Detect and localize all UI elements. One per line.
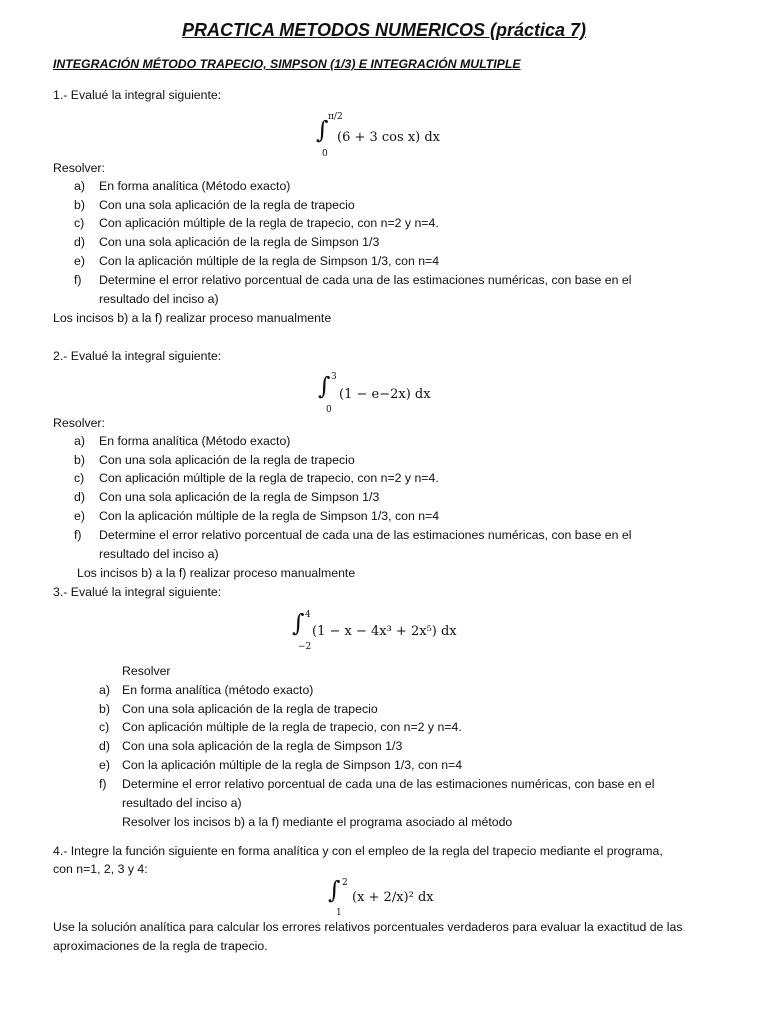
integrand: (6 + 3 cos x) dx [337,130,441,145]
list-item-label: e) [74,253,85,268]
problem-3-heading: 3.- Evalué la integral siguiente: [53,585,222,599]
list-item-text: Con una sola aplicación de la regla de trapecio [99,197,355,212]
list-item-label: d) [74,490,85,505]
list-item-label: e) [99,757,110,772]
list-item-text: Con una sola aplicación de la regla de trapecio [122,701,378,716]
list-item-label: f) [74,272,82,287]
upper-limit: π/2 [328,112,343,122]
page-title: PRACTICA METODOS NUMERICOS (práctica 7) [181,20,587,40]
list-item-label: c) [99,720,110,735]
list-item-text: Con una sola aplicación de la regla de trapecio [99,452,355,467]
integrand: (1 − e−2x) dx [339,387,431,402]
problem-4-foot-2: aproximaciones de la regla de trapecio. [53,939,268,953]
problem-2-item-f-cont: resultado del inciso a) [99,547,219,561]
lower-limit: −2 [298,642,312,652]
list-item-text: En forma analítica (Método exacto) [99,434,291,448]
list-item-label: c) [74,216,85,231]
problem-2-heading: 2.- Evalué la integral siguiente: [53,349,222,363]
list-item-text: Con una sola aplicación de la regla de Simpson 1/3 [99,490,380,505]
list-item-label: e) [74,508,85,523]
list-item-text: Con aplicación múltiple de la regla de trapecio, con n=2 y n=4. [99,471,439,486]
list-item-text: Con aplicación múltiple de la regla de trapecio, con n=2 y n=4. [122,720,462,735]
problem-2-note: Los incisos b) a la f) realizar proceso manualmente [77,566,356,580]
upper-limit: 4 [305,610,311,620]
lower-limit: 1 [336,908,342,918]
problem-3-note: Resolver los incisos b) a la f) mediante el programa asociado al método [122,815,513,829]
integral-sign: ∫ [316,116,329,144]
list-item-label: f) [74,527,82,542]
list-item-text: Determine el error relativo porcentual de cada una de las estimaciones numéricas, con base en el [122,776,655,791]
upper-limit: 2 [342,878,348,888]
page-subtitle: INTEGRACIÓN MÉTODO TRAPECIO, SIMPSON (1/3) E INTEGRACIÓN MULTIPLE [53,57,521,71]
problem-2-resolver: Resolver: [53,416,105,430]
list-item-text: En forma analítica (método exacto) [122,683,314,697]
problem-1-item-f-cont: resultado del inciso a) [99,292,219,306]
list-item-text: Con la aplicación múltiple de la regla de Simpson 1/3, con n=4 [99,253,440,268]
list-item-text: Con una sola aplicación de la regla de Simpson 1/3 [122,739,403,754]
upper-limit: 3 [331,372,337,382]
problem-3-resolver: Resolver [122,664,171,678]
list-item-label: d) [99,739,110,754]
list-item-label: b) [99,701,110,716]
problem-1-note: Los incisos b) a la f) realizar proceso manualmente [53,311,332,325]
list-item-label: a) [74,434,85,448]
integral-sign: ∫ [328,876,341,904]
integrand: (1 − x − 4x³ + 2x⁵) dx [312,624,457,639]
integral-sign: ∫ [292,609,305,637]
problem-3-item-f-cont: resultado del inciso a) [122,796,242,810]
list-item-label: a) [99,683,110,697]
list-item-label: b) [74,197,85,212]
list-item-label: c) [74,471,85,486]
list-item-text: Con la aplicación múltiple de la regla de Simpson 1/3, con n=4 [122,757,463,772]
list-item-text: Con la aplicación múltiple de la regla de Simpson 1/3, con n=4 [99,508,440,523]
list-item-text: Determine el error relativo porcentual de cada una de las estimaciones numéricas, con base en el [99,527,632,542]
list-item-label: b) [74,452,85,467]
lower-limit: 0 [326,405,332,415]
list-item-label: a) [74,179,85,193]
problem-4-line-1: 4.- Integre la función siguiente en forma analítica y con el empleo de la regla del trapecio mediante el programa, [53,844,663,858]
lower-limit: 0 [322,149,328,159]
integral-sign: ∫ [318,372,331,400]
list-item-label: f) [99,776,107,791]
list-item-text: Determine el error relativo porcentual de cada una de las estimaciones numéricas, con base en el [99,272,632,287]
list-item-text: En forma analítica (Método exacto) [99,179,291,193]
list-item-text: Con aplicación múltiple de la regla de trapecio, con n=2 y n=4. [99,216,439,231]
problem-4-foot-1: Use la solución analítica para calcular los errores relativos porcentuales verdaderos para evaluar la exactitud de las [53,920,683,934]
list-item-label: d) [74,235,85,250]
list-item-text: Con una sola aplicación de la regla de Simpson 1/3 [99,235,380,250]
problem-4-line-2: con n=1, 2, 3 y 4: [53,862,148,876]
integrand: (x + 2/x)² dx [352,890,434,905]
problem-1-resolver: Resolver: [53,161,105,175]
problem-1-heading: 1.- Evalué la integral siguiente: [53,88,222,102]
